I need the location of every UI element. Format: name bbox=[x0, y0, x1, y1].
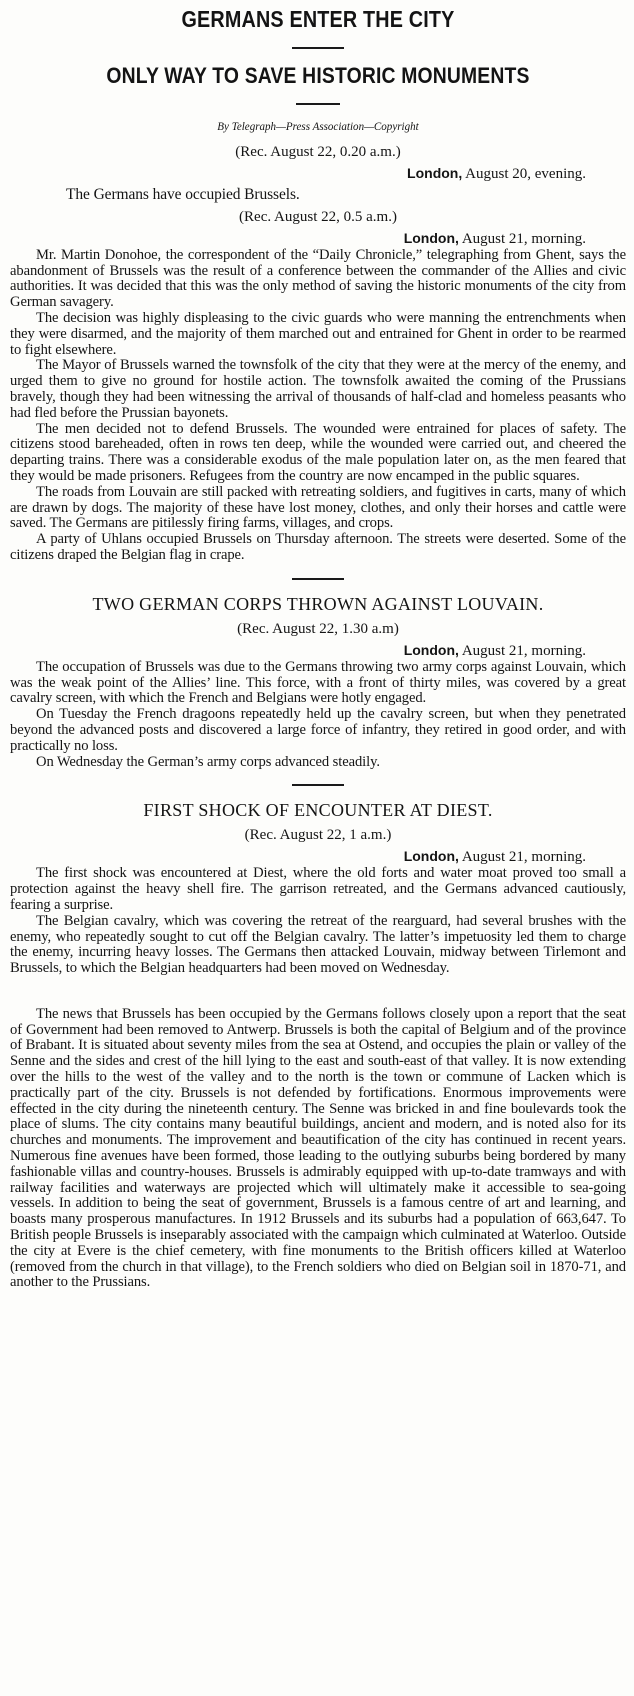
article-paragraph: The Belgian cavalry, which was covering the retreat of the rearguard, had several brushes with the enemy, who repeatedly sought to cut off the Belgian cavalry. The latter’s impetuosity led them to charge the enemy, incurring heavy losses. The Germans then attacked Louvain, midway between Tirlemont and Brussels, to which the Belgian headquarters had been moved on Wednesday. bbox=[10, 912, 626, 977]
section-heading: FIRST SHOCK OF ENCOUNTER AT DIEST. bbox=[143, 800, 493, 821]
dateline bbox=[10, 848, 586, 866]
article-paragraph: On Wednesday the German’s army corps advanced steadily. bbox=[36, 753, 380, 770]
subtitle-rule bbox=[296, 103, 340, 105]
section-heading: TWO GERMAN CORPS THROWN AGAINST LOUVAIN. bbox=[92, 593, 544, 614]
dateline bbox=[10, 642, 586, 660]
received-time: (Rec. August 22, 0.20 a.m.) bbox=[235, 144, 401, 160]
dateline-date: August 21, morning. bbox=[458, 230, 586, 247]
received-time: (Rec. August 22, 1 a.m.) bbox=[244, 827, 392, 844]
dateline-date: August 21, morning. bbox=[458, 849, 586, 866]
dateline-date: August 20, evening. bbox=[462, 166, 586, 182]
background-paragraph: The news that Brussels has been occupied by the Germans follows closely upon a report that the seat of Government had been removed to Antwerp. Brussels is both the capital of Belgium and of the province of Brabant. It is situated about seventy miles from the sea at Ostend, and occupies the plain or valley of the Senne and the sides and crest of the hill lying to the east and south-east of that valley. It is now extending over the hills to the west of the valley and to the north is the town or commune of Lacken which is practically part of the city. Brussels is not defended by fortifications. Enormous improvements were effected in the city during the nineteenth century. The Senne was bricked in and fine boulevards took the place of slums. The city contains many beautiful buildings, ancient and modern, and is noted also for its churches and monuments. The improvement and beautification of the city has continued in recent years. Numerous fine avenues have been formed, those leading to the outlying suburbs being bordered by many fashionable villas and country-houses. Brussels is admirably equipped with up-to-date tramways and with railway facilities and waterways are projected which will ultimately make it accessible to sea-going vessels. In addition to being the seat of government, Brussels is a famous centre of art and learning, and boasts many prosperous manufactures. In 1912 Brussels and its suburbs had a population of 663,647. To British people Brussels is inseparably associated with the campaign which culminated at Waterloo. Outside the city at Evere is the chief cemetery, with fine monuments to the British officers killed at Waterloo (removed from the church in that village), to the French soldiers who died on Belgian soil in 1870-71, and another to the Prussians. bbox=[10, 1005, 626, 1291]
article-paragraph: The occupation of Brussels was due to the Germans throwing two army corps against Louvain, which was the weak point of the Allies’ line. This force, with a front of thirty miles, was covered by a great cavalry screen, with which the French and Belgians were hotly engaged. bbox=[10, 658, 626, 707]
dateline bbox=[10, 230, 586, 248]
byline: By Telegraph—Press Association—Copyright bbox=[217, 119, 419, 133]
article-paragraph: The Mayor of Brussels warned the townsfolk of the city that they were at the mercy of the enemy, and urged them to give no ground for hostile action. The townsfolk awaited the coming of the Prussians bravely, though they had been witnessing the arrival of thousands of half-clad and homeless peasants who had fled before the Prussian bayonets. bbox=[10, 357, 626, 421]
section-rule bbox=[292, 578, 344, 580]
article-paragraph: A party of Uhlans occupied Brussels on Thursday afternoon. The streets were deserted. Some of the citizens draped the Belgian flag in crape. bbox=[10, 531, 626, 563]
spacer bbox=[10, 977, 626, 1007]
section-rule bbox=[292, 784, 344, 786]
article-paragraph: On Tuesday the French dragoons repeatedly held up the cavalry screen, but when they penetrated beyond the advanced posts and discovered a large force of infantry, they retired in good order, and with practically no loss. bbox=[10, 706, 626, 754]
dispatch-lede: The Germans have occupied Brussels. bbox=[66, 186, 300, 203]
headline-rule bbox=[292, 47, 344, 49]
article-paragraph: Mr. Martin Donohoe, the correspondent of the “Daily Chronicle,” telegraphing from Ghent, says the abandonment of Brussels was the result of a conference between the commander of the Allies and civic authorities. It was decided that this was the only method of saving the historic monuments of the city from German savagery. bbox=[10, 246, 626, 311]
received-time: (Rec. August 22, 0.5 a.m.) bbox=[239, 208, 397, 225]
dateline-city: London, bbox=[403, 641, 459, 658]
article-paragraph: The decision was highly displeasing to the civic guards who were manning the entrenchments when they were disarmed, and the majority of them marched out and entrained for Ghent in order to be rearmed to fight elsewhere. bbox=[10, 309, 626, 358]
article-paragraph: The first shock was encountered at Diest, where the old forts and water moat proved too small a protection against the heavy shell fire. The garrison retreated, and the Germans advanced cautiously, fearing a surprise. bbox=[10, 865, 626, 913]
headline-main: GERMANS ENTER THE CITY bbox=[181, 6, 455, 32]
received-time: (Rec. August 22, 1.30 a.m) bbox=[237, 620, 399, 637]
dateline-city: London, bbox=[403, 229, 459, 246]
dateline bbox=[10, 165, 586, 183]
dateline-date: August 21, morning. bbox=[458, 642, 586, 659]
article-paragraph: The men decided not to defend Brussels. The wounded were entrained for places of safety. The citizens stood bareheaded, often in rows ten deep, while the wounded were carried out, and cheered the departing trains. There was a considerable exodus of the male population later on, as the men feared that they would be made prisoners. Refugees from the country are now encamped in the public squares. bbox=[10, 420, 626, 484]
dateline-city: London, bbox=[407, 165, 463, 181]
article-paragraph: The roads from Louvain are still packed with retreating soldiers, and fugitives in carts, many of which are drawn by dogs. The majority of these have lost money, clothes, and only their horses and cattle were saved. The Germans are pitilessly firing farms, villages, and crops. bbox=[10, 483, 626, 532]
dateline-city: London, bbox=[403, 848, 459, 865]
headline-subtitle: ONLY WAY TO SAVE HISTORIC MONUMENTS bbox=[106, 63, 530, 88]
